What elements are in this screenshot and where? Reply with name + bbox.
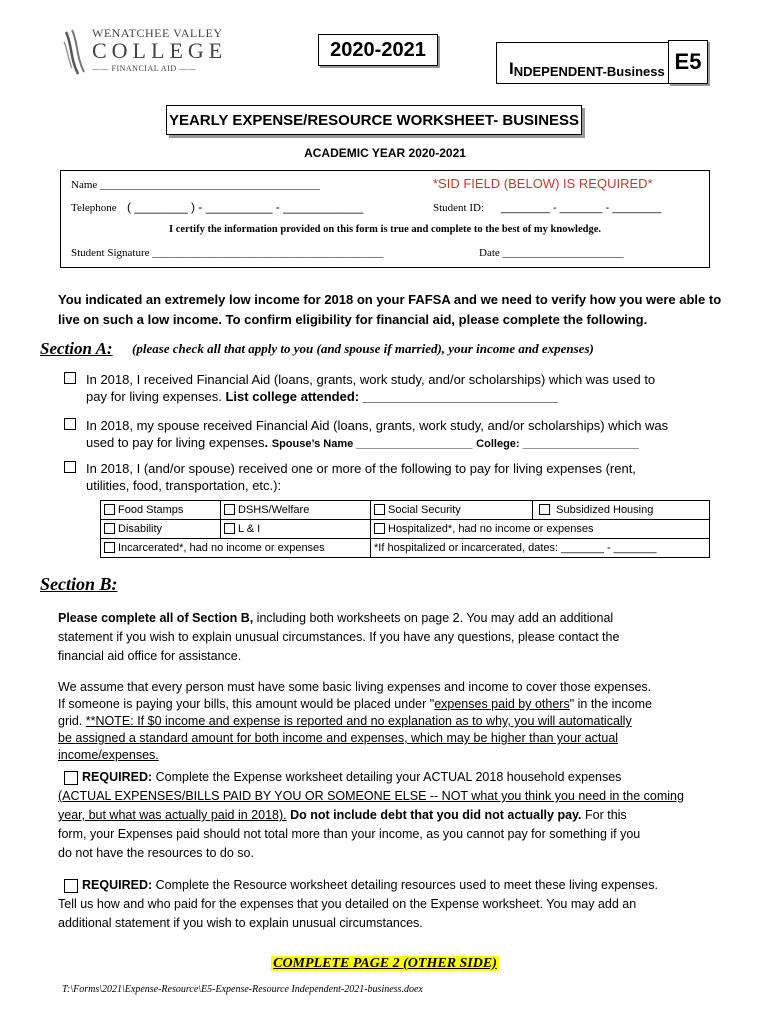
worksheet-title: YEARLY EXPENSE/RESOURCE WORKSHEET- BUSINESS <box>166 105 582 135</box>
checkbox-spouse-financial-aid[interactable] <box>64 418 76 430</box>
spouse-college-field[interactable]: College: ___________________ <box>476 438 639 450</box>
expense-required-label: REQUIRED: <box>82 770 153 784</box>
checkbox-social-security[interactable] <box>374 504 385 515</box>
checkbox-disability[interactable] <box>104 523 115 534</box>
date-field[interactable]: Date ______________________ <box>479 247 624 259</box>
item2-line2-text: used to pay for living expenses <box>86 435 265 450</box>
expenses-paid-by-others: expenses paid by others <box>434 697 570 711</box>
food-stamps-label: Food Stamps <box>118 504 184 516</box>
expense-line1: Complete the Expense worksheet detailing your ACTUAL 2018 household expenses <box>152 770 622 784</box>
item-spouse-financial-aid <box>86 417 668 453</box>
name-field[interactable]: Name ________________________________________ <box>71 179 321 191</box>
sid-required-notice: *SID FIELD (BELOW) IS REQUIRED* <box>433 176 653 191</box>
assistance-grid <box>100 500 710 558</box>
college-attended-field[interactable]: List college attended: ___________________________ <box>225 389 558 404</box>
checkbox-li[interactable] <box>224 523 235 534</box>
grid-cell-dates[interactable] <box>371 539 710 558</box>
grid-cell-hospitalized[interactable] <box>371 520 710 539</box>
grid-cell-food-stamps[interactable] <box>101 501 221 520</box>
expense-requirement <box>58 768 718 863</box>
expense-line3-underlined: year, but what was actually paid in 2018). <box>58 808 287 822</box>
assumption-line3-start: grid. <box>58 714 86 728</box>
footer-file-path: T:\Forms\2021\Expense-Resource\E5-Expense-Resource Independent-2021-business.doex <box>62 984 423 995</box>
assumption-paragraph <box>58 679 718 764</box>
expense-line5: do not have the resources to do so. <box>58 846 254 860</box>
assumption-line1: We assume that every person must have some basic living expenses and income to cover those expenses. <box>58 680 652 694</box>
expense-line4: form, your Expenses paid should not total more than your income, as you cannot pay for something if you <box>58 827 641 841</box>
checkbox-food-stamps[interactable] <box>104 504 115 515</box>
year-badge: 2020-2021 <box>318 34 438 66</box>
social-security-label: Social Security <box>388 504 461 516</box>
checkbox-other-assistance[interactable] <box>64 461 76 473</box>
form-code-badge: E5 <box>668 40 708 84</box>
section-b-intro-bold: Please complete all of Section B, <box>58 611 254 625</box>
item-other-assistance <box>86 460 636 494</box>
item1-line2-text: pay for living expenses. <box>86 389 222 404</box>
checkbox-subsidized-housing[interactable] <box>539 504 550 515</box>
section-a-title: Section A: <box>40 339 113 358</box>
signature-field[interactable]: Student Signature __________________________________________ <box>71 247 384 259</box>
assumption-line5: income/expenses. <box>58 748 159 762</box>
incarcerated-label: Incarcerated*, had no income or expenses <box>118 542 325 554</box>
section-b-title: Section B: <box>40 574 118 594</box>
section-b-intro-rest: including both worksheets on page 2. You may add an additional <box>253 611 614 625</box>
resource-line2: Tell us how and who paid for the expenses that you detailed on the Expense worksheet. You may add an <box>58 897 637 911</box>
item-own-financial-aid <box>86 371 655 405</box>
grid-cell-dshs[interactable] <box>221 501 371 520</box>
dshs-label: DSHS/Welfare <box>238 504 310 516</box>
logo-text-bottom: —— FINANCIAL AID —— <box>92 64 197 73</box>
item2-line2: used to pay for living expenses. Spouse’s Name ___________________ College: ___________________ <box>86 435 639 450</box>
student-info-box <box>60 170 710 268</box>
item1-line2 <box>86 388 655 405</box>
telephone-label: Telephone <box>71 202 117 214</box>
college-logo <box>62 26 228 78</box>
academic-year: ACADEMIC YEAR 2020-2021 <box>304 146 466 160</box>
student-id-label: Student ID: <box>433 202 485 214</box>
item3-line1: In 2018, I (and/or spouse) received one or more of the following to pay for living expenses (rent, <box>86 461 636 476</box>
status-first-letter: I <box>509 59 514 78</box>
grid-cell-incarcerated[interactable] <box>101 539 371 558</box>
section-b-intro-line2: statement if you wish to explain unusual circumstances. If you have any questions, please contact the <box>58 630 620 644</box>
item2-line1: In 2018, my spouse received Financial Aid (loans, grants, work study, and/or scholarships) which was <box>86 418 669 433</box>
grid-cell-disability[interactable] <box>101 520 221 539</box>
grid-cell-social-security[interactable] <box>371 501 533 520</box>
checkbox-dshs[interactable] <box>224 504 235 515</box>
resource-required-label: REQUIRED: <box>82 878 153 892</box>
telephone-field[interactable]: ( ________ ) - __________ - ____________ <box>127 200 364 214</box>
status-box <box>496 42 668 84</box>
section-b-intro <box>58 609 718 666</box>
grid-cell-li[interactable] <box>221 520 371 539</box>
item1-line1: In 2018, I received Financial Aid (loans, grants, work study, and/or scholarships) which was used to <box>86 372 656 387</box>
student-id-field[interactable]: ________ - _______ - ________ <box>501 202 662 214</box>
hospitalized-label: Hospitalized*, had no income or expenses <box>388 523 594 535</box>
status-label: NDEPENDENT-Business <box>513 64 665 79</box>
expense-line2: (ACTUAL EXPENSES/BILLS PAID BY YOU OR SOMEONE ELSE -- NOT what you think you need in the coming <box>58 789 684 803</box>
dates-field[interactable]: *If hospitalized or incarcerated, dates: _______ - _______ <box>374 542 657 554</box>
assumption-line4: be assigned a standard amount for both income and expenses, which may be higher than your actual <box>58 731 619 745</box>
checkbox-own-financial-aid[interactable] <box>64 372 76 384</box>
assumption-line2-start: If someone is paying your bills, this amount would be placed under " <box>58 697 435 711</box>
li-label: L & I <box>238 523 261 535</box>
logo-bottom-label: FINANCIAL AID <box>111 64 177 73</box>
logo-text-top: WENATCHEE VALLEY <box>92 26 223 40</box>
checkbox-incarcerated[interactable] <box>104 542 115 553</box>
zero-income-note: **NOTE: If $0 income and expense is reported and no explanation as to why, you will automatically <box>85 714 632 728</box>
intro-paragraph: You indicated an extremely low income for 2018 on your FAFSA and we need to verify how you were able to live on such a low income. To confirm eligibility for financial aid, please complete the following. <box>58 292 722 327</box>
grid-cell-subsidized-housing[interactable] <box>533 501 710 520</box>
assumption-line2-end: " in the income <box>569 697 652 711</box>
complete-page-two-text: COMPLETE PAGE 2 (OTHER SIDE) <box>273 956 497 971</box>
certify-statement: I certify the information provided on this form is true and complete to the best of my knowledge. <box>168 224 602 235</box>
checkbox-hospitalized[interactable] <box>374 523 385 534</box>
section-a-note: (please check all that apply to you (and spouse if married), your income and expenses) <box>132 341 594 356</box>
expense-no-debt-note: Do not include debt that you did not actually pay. <box>286 808 582 822</box>
expense-line3-end: For this <box>581 808 627 822</box>
item3-line2: utilities, food, transportation, etc.): <box>86 478 282 493</box>
section-b-intro-line3: financial aid office for assistance. <box>58 649 242 663</box>
disability-label: Disability <box>118 523 163 535</box>
mountain-logo-icon <box>62 28 90 76</box>
logo-text-middle: COLLEGE <box>92 38 228 63</box>
subsidized-housing-label: Subsidized Housing <box>556 504 654 516</box>
spouse-name-field[interactable]: Spouse’s Name ___________________ <box>271 438 473 450</box>
resource-line1: Complete the Resource worksheet detailing resources used to meet these living expenses. <box>152 878 658 892</box>
complete-page-two-note <box>0 956 770 972</box>
resource-line3: additional statement if you wish to explain unusual circumstances. <box>58 916 423 930</box>
resource-requirement <box>58 876 718 933</box>
